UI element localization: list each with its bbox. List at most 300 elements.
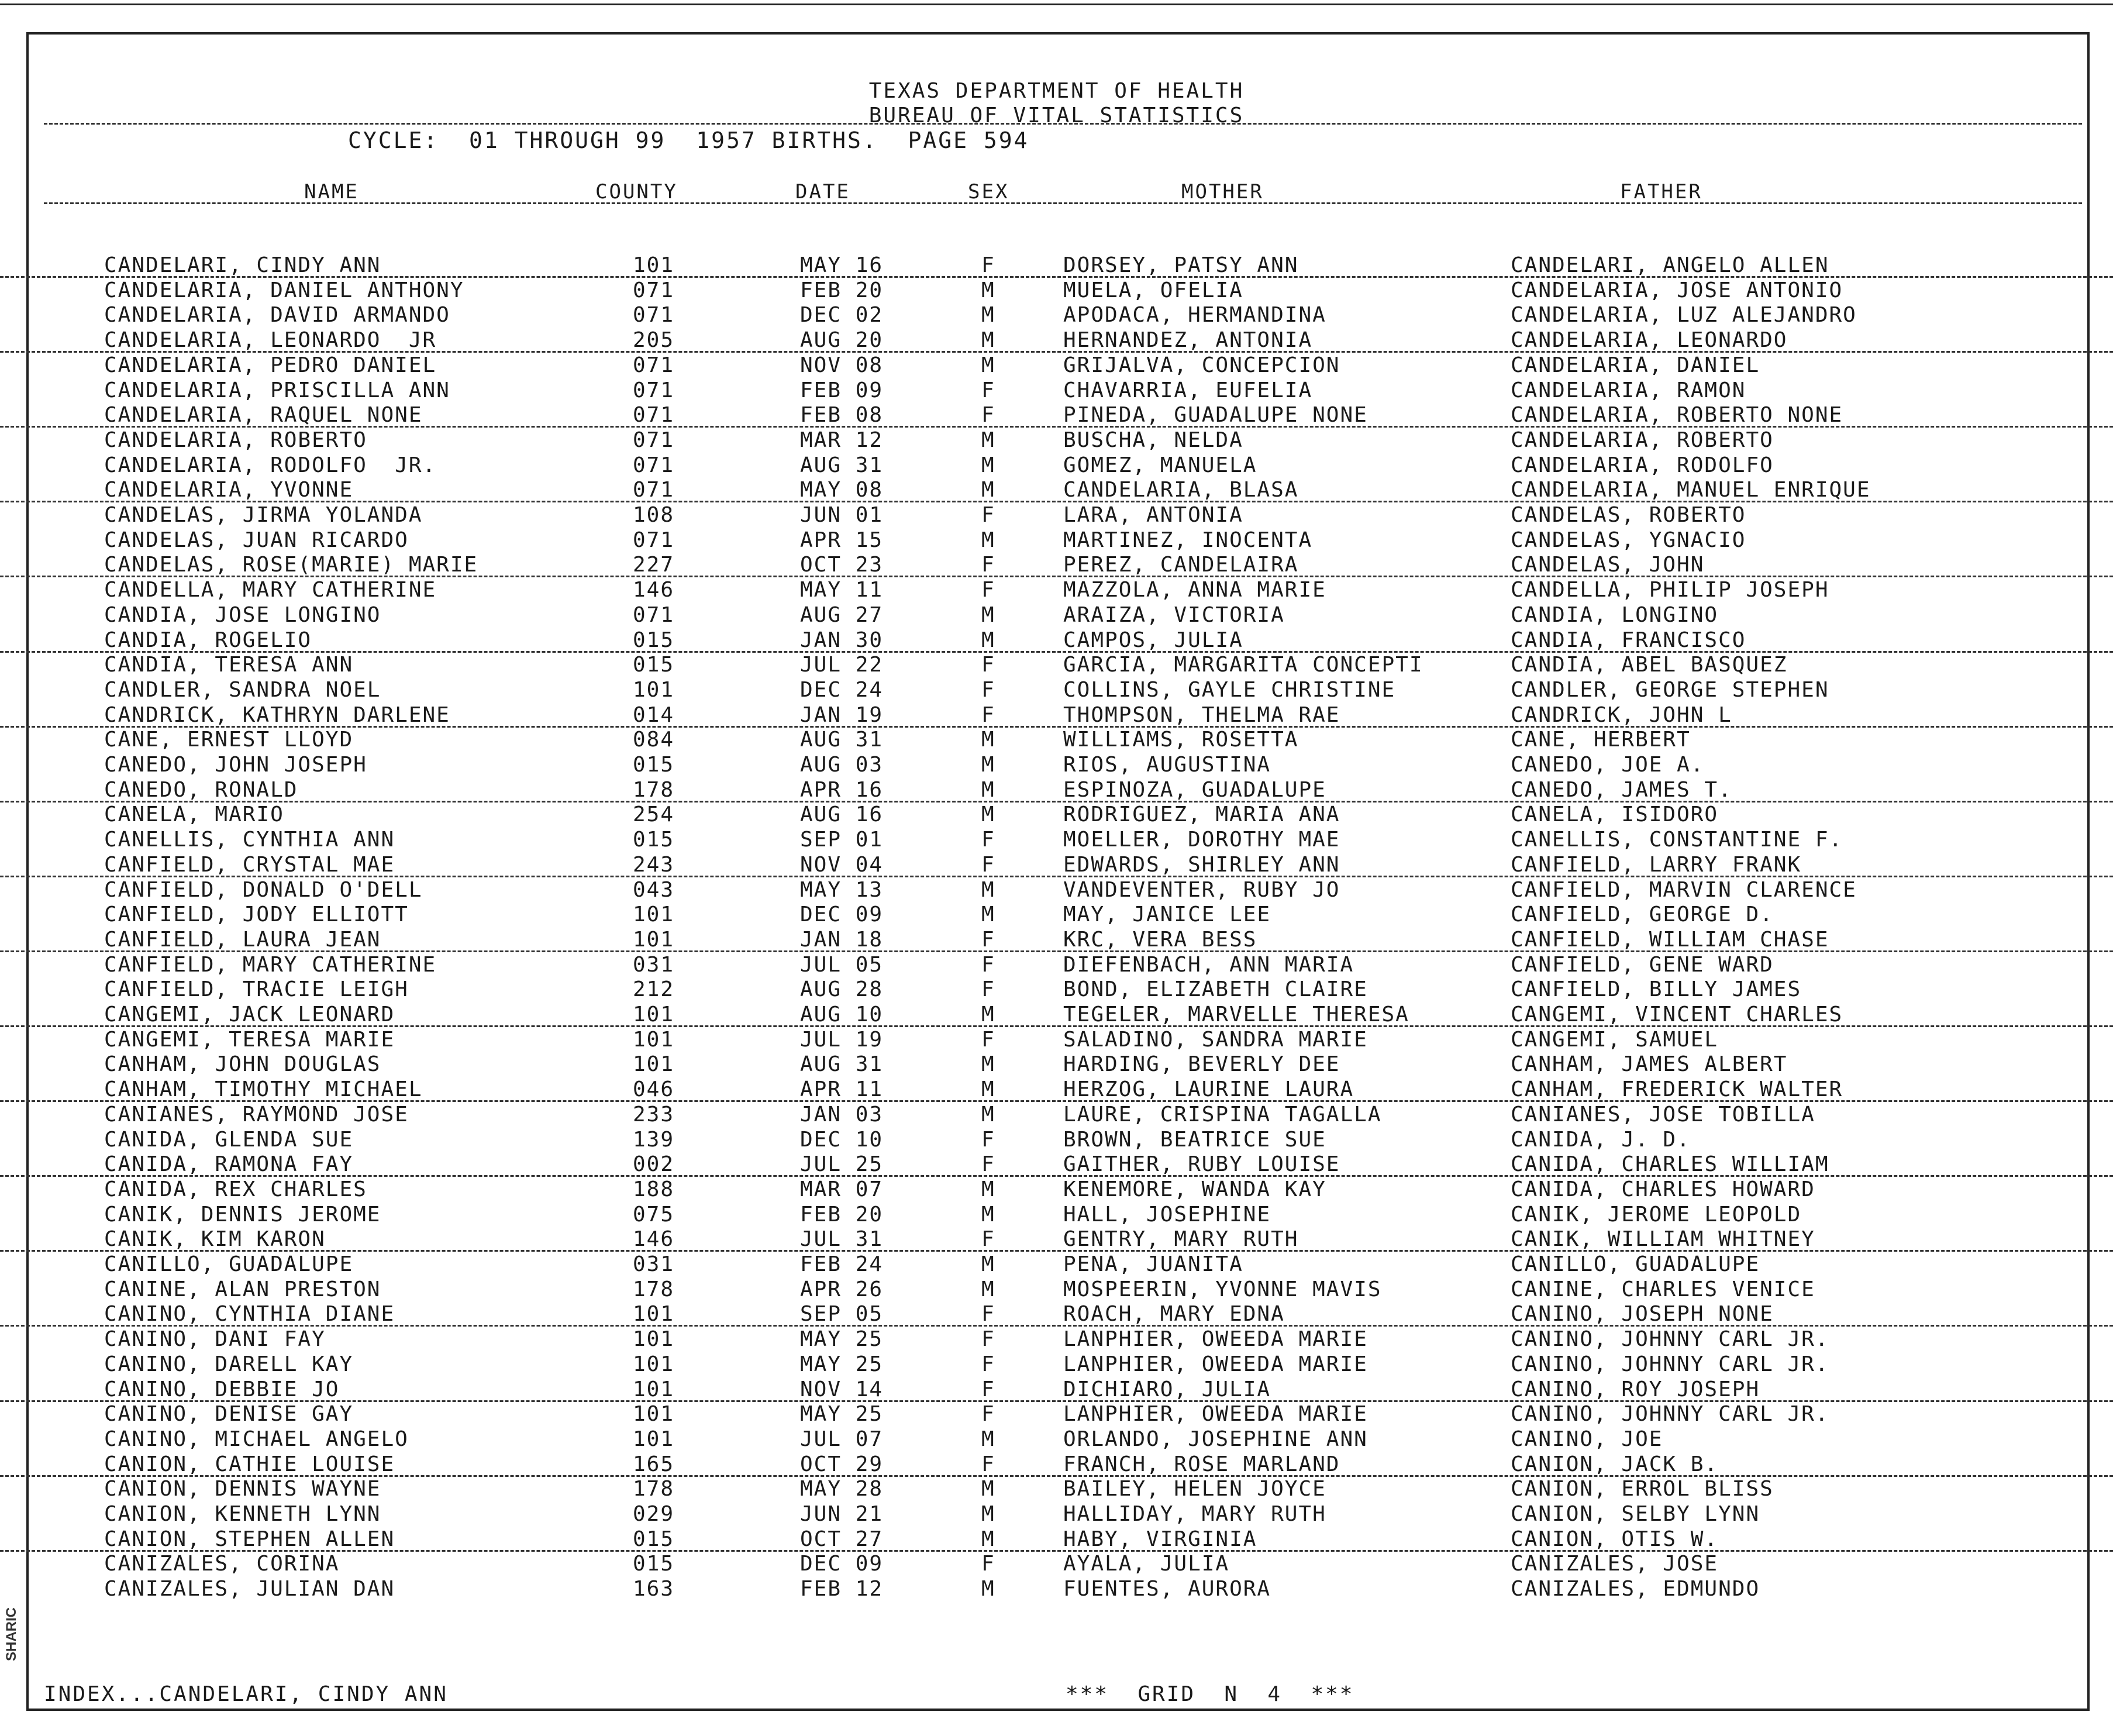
record-date: JUN 01 <box>800 503 884 527</box>
record-sex: M <box>981 903 995 927</box>
record-row <box>0 827 2113 852</box>
record-mother: WILLIAMS, ROSETTA <box>1063 728 1299 752</box>
record-name: CANELLIS, CYNTHIA ANN <box>104 828 395 852</box>
record-sex: M <box>981 1252 995 1276</box>
record-name: CANILLO, GUADALUPE <box>104 1252 354 1276</box>
record-sex: F <box>981 378 995 402</box>
record-county: 101 <box>633 1052 675 1077</box>
record-county: 146 <box>633 1227 675 1252</box>
record-father: CANILLO, GUADALUPE <box>1511 1252 1760 1276</box>
record-mother: CANDELARIA, BLASA <box>1063 478 1299 502</box>
record-father: CANINO, JOSEPH NONE <box>1511 1302 1774 1327</box>
record-county: 046 <box>633 1077 675 1102</box>
record-sex: M <box>981 428 995 452</box>
record-father: CANION, SELBY LYNN <box>1511 1502 1760 1526</box>
record-mother: TEGELER, MARVELLE THERESA <box>1063 1003 1409 1027</box>
record-date: MAY 13 <box>800 877 884 902</box>
record-county: 178 <box>633 1277 675 1301</box>
record-county: 227 <box>633 553 675 577</box>
record-name: CANDELARIA, ROBERTO <box>104 428 367 452</box>
record-father: CANFIELD, MARVIN CLARENCE <box>1511 877 1857 902</box>
record-father: CANDELLA, PHILIP JOSEPH <box>1511 578 1829 602</box>
record-row <box>0 1277 2113 1302</box>
record-sex: F <box>981 952 995 977</box>
record-row <box>0 902 2113 927</box>
record-sex: F <box>981 653 995 677</box>
record-sex: M <box>981 1527 995 1551</box>
record-sex: F <box>981 253 995 277</box>
record-name: CANEDO, RONALD <box>104 777 298 802</box>
record-sex: F <box>981 1227 995 1252</box>
record-row <box>0 528 2113 553</box>
record-row <box>0 453 2113 478</box>
record-father: CANHAM, FREDERICK WALTER <box>1511 1077 1843 1102</box>
record-sex: M <box>981 353 995 377</box>
column-header-name: NAME <box>304 180 359 204</box>
record-father: CANIZALES, EDMUNDO <box>1511 1577 1760 1601</box>
record-row <box>0 1551 2113 1576</box>
record-county: 084 <box>633 728 675 752</box>
record-row <box>0 402 2113 428</box>
record-mother: GARCIA, MARGARITA CONCEPTI <box>1063 653 1423 677</box>
record-county: 165 <box>633 1452 675 1476</box>
record-sex: F <box>981 1377 995 1401</box>
record-father: CANINE, CHARLES VENICE <box>1511 1277 1815 1301</box>
record-date: AUG 27 <box>800 602 884 627</box>
record-mother: FUENTES, AURORA <box>1063 1577 1271 1601</box>
record-date: FEB 20 <box>800 1202 884 1227</box>
record-name: CANIZALES, JULIAN DAN <box>104 1577 395 1601</box>
record-county: 163 <box>633 1577 675 1601</box>
record-name: CANDELARIA, RODOLFO JR. <box>104 453 437 477</box>
record-date: AUG 31 <box>800 453 884 477</box>
record-row <box>0 852 2113 877</box>
record-father: CANFIELD, BILLY JAMES <box>1511 977 1802 1002</box>
record-date: JAN 03 <box>800 1102 884 1127</box>
record-father: CANDELARIA, JOSE ANTONIO <box>1511 278 1843 302</box>
record-date: DEC 09 <box>800 903 884 927</box>
record-date: OCT 27 <box>800 1527 884 1551</box>
record-date: MAY 25 <box>800 1327 884 1352</box>
record-county: 101 <box>633 1027 675 1052</box>
record-county: 178 <box>633 1477 675 1501</box>
record-sex: F <box>981 852 995 877</box>
record-row <box>0 378 2113 403</box>
record-sex: F <box>981 1452 995 1476</box>
record-mother: KRC, VERA BESS <box>1063 927 1257 952</box>
record-date: AUG 16 <box>800 802 884 827</box>
record-date: SEP 01 <box>800 828 884 852</box>
record-father: CANINO, JOHNNY CARL JR. <box>1511 1402 1829 1427</box>
record-row <box>0 702 2113 728</box>
record-father: CANIK, WILLIAM WHITNEY <box>1511 1227 1815 1252</box>
record-mother: HALL, JOSEPHINE <box>1063 1202 1271 1227</box>
record-father: CANDLER, GEORGE STEPHEN <box>1511 677 1829 702</box>
record-date: AUG 20 <box>800 328 884 353</box>
record-date: JUL 31 <box>800 1227 884 1252</box>
record-county: 071 <box>633 478 675 502</box>
record-row <box>0 328 2113 353</box>
record-mother: BUSCHA, NELDA <box>1063 428 1243 452</box>
record-sex: M <box>981 303 995 328</box>
record-name: CANINE, ALAN PRESTON <box>104 1277 381 1301</box>
record-sex: F <box>981 403 995 428</box>
record-mother: LAURE, CRISPINA TAGALLA <box>1063 1102 1382 1127</box>
record-county: 071 <box>633 528 675 552</box>
record-county: 101 <box>633 927 675 952</box>
record-name: CANIZALES, CORINA <box>104 1552 340 1576</box>
record-sex: M <box>981 1077 995 1102</box>
record-county: 002 <box>633 1152 675 1177</box>
record-county: 031 <box>633 1252 675 1276</box>
record-row <box>0 1452 2113 1477</box>
record-date: FEB 08 <box>800 403 884 428</box>
record-father: CANEDO, JAMES T. <box>1511 777 1732 802</box>
record-row <box>0 652 2113 677</box>
record-date: SEP 05 <box>800 1302 884 1327</box>
record-sex: M <box>981 1052 995 1077</box>
record-sex: F <box>981 927 995 952</box>
record-mother: MOSPEERIN, YVONNE MAVIS <box>1063 1277 1382 1301</box>
record-row <box>0 1027 2113 1052</box>
record-sex: M <box>981 1502 995 1526</box>
record-row <box>0 552 2113 577</box>
record-name: CANION, STEPHEN ALLEN <box>104 1527 395 1551</box>
record-mother: HALLIDAY, MARY RUTH <box>1063 1502 1326 1526</box>
record-mother: APODACA, HERMANDINA <box>1063 303 1326 328</box>
record-sex: M <box>981 877 995 902</box>
record-county: 101 <box>633 677 675 702</box>
record-mother: COLLINS, GAYLE CHRISTINE <box>1063 677 1396 702</box>
record-date: JUL 19 <box>800 1027 884 1052</box>
record-name: CANFIELD, MARY CATHERINE <box>104 952 437 977</box>
record-name: CANINO, CYNTHIA DIANE <box>104 1302 395 1327</box>
record-mother: PEREZ, CANDELAIRA <box>1063 553 1299 577</box>
record-county: 233 <box>633 1102 675 1127</box>
record-date: FEB 09 <box>800 378 884 402</box>
record-row <box>0 1327 2113 1352</box>
record-date: AUG 28 <box>800 977 884 1002</box>
record-sex: M <box>981 328 995 353</box>
record-county: 101 <box>633 1402 675 1427</box>
record-mother: CAMPOS, JULIA <box>1063 628 1243 652</box>
record-row <box>0 628 2113 653</box>
header-rule <box>44 123 2082 125</box>
record-father: CANFIELD, LARRY FRANK <box>1511 852 1802 877</box>
column-header-sex: SEX <box>968 180 1009 204</box>
record-date: MAY 16 <box>800 253 884 277</box>
record-row <box>0 777 2113 802</box>
record-name: CANIDA, REX CHARLES <box>104 1177 367 1201</box>
record-name: CANINO, DEBBIE JO <box>104 1377 340 1401</box>
record-date: NOV 14 <box>800 1377 884 1401</box>
record-sex: M <box>981 278 995 302</box>
side-label: SHARIC <box>4 1607 19 1661</box>
record-county: 101 <box>633 1377 675 1401</box>
record-sex: M <box>981 1102 995 1127</box>
record-sex: M <box>981 728 995 752</box>
record-father: CANIK, JEROME LEOPOLD <box>1511 1202 1802 1227</box>
record-sex: F <box>981 677 995 702</box>
record-row <box>0 1127 2113 1152</box>
record-father: CANIANES, JOSE TOBILLA <box>1511 1102 1815 1127</box>
record-father: CANGEMI, VINCENT CHARLES <box>1511 1003 1843 1027</box>
record-sex: M <box>981 528 995 552</box>
record-date: JUL 22 <box>800 653 884 677</box>
record-name: CANDELARI, CINDY ANN <box>104 253 381 277</box>
record-row <box>0 602 2113 628</box>
record-date: JUL 07 <box>800 1427 884 1451</box>
record-name: CANDELARIA, DAVID ARMANDO <box>104 303 450 328</box>
record-name: CANFIELD, CRYSTAL MAE <box>104 852 395 877</box>
record-father: CANHAM, JAMES ALBERT <box>1511 1052 1788 1077</box>
record-father: CANIZALES, JOSE <box>1511 1552 1719 1576</box>
record-sex: M <box>981 602 995 627</box>
record-date: NOV 08 <box>800 353 884 377</box>
record-row <box>0 353 2113 378</box>
record-sex: M <box>981 453 995 477</box>
record-father: CANDELARIA, MANUEL ENRIQUE <box>1511 478 1871 502</box>
record-row <box>0 1476 2113 1501</box>
record-father: CANINO, ROY JOSEPH <box>1511 1377 1760 1401</box>
record-mother: SALADINO, SANDRA MARIE <box>1063 1027 1368 1052</box>
record-county: 188 <box>633 1177 675 1201</box>
record-sex: M <box>981 1003 995 1027</box>
record-sex: M <box>981 753 995 777</box>
record-father: CANINO, JOHNNY CARL JR. <box>1511 1327 1829 1352</box>
record-date: DEC 24 <box>800 677 884 702</box>
record-mother: AYALA, JULIA <box>1063 1552 1230 1576</box>
record-county: 015 <box>633 753 675 777</box>
record-mother: THOMPSON, THELMA RAE <box>1063 702 1340 727</box>
record-mother: MAY, JANICE LEE <box>1063 903 1271 927</box>
record-mother: HABY, VIRGINIA <box>1063 1527 1257 1551</box>
record-sex: M <box>981 1427 995 1451</box>
record-row <box>0 1527 2113 1552</box>
record-father: CANDELARIA, RODOLFO <box>1511 453 1774 477</box>
column-header-rule <box>44 202 2082 204</box>
record-county: 075 <box>633 1202 675 1227</box>
record-date: AUG 03 <box>800 753 884 777</box>
record-row <box>0 302 2113 328</box>
record-county: 101 <box>633 1327 675 1352</box>
record-county: 071 <box>633 403 675 428</box>
record-county: 071 <box>633 453 675 477</box>
record-row <box>0 502 2113 528</box>
record-name: CANDIA, ROGELIO <box>104 628 312 652</box>
record-mother: GAITHER, RUBY LOUISE <box>1063 1152 1340 1177</box>
record-father: CANIDA, J. D. <box>1511 1127 1691 1152</box>
record-name: CANFIELD, LAURA JEAN <box>104 927 381 952</box>
record-name: CANDELAS, JIRMA YOLANDA <box>104 503 423 527</box>
column-header-date: DATE <box>795 180 850 204</box>
record-name: CANGEMI, JACK LEONARD <box>104 1003 395 1027</box>
record-name: CANHAM, TIMOTHY MICHAEL <box>104 1077 423 1102</box>
record-name: CANFIELD, DONALD O'DELL <box>104 877 423 902</box>
record-row <box>0 1576 2113 1601</box>
record-date: JAN 30 <box>800 628 884 652</box>
record-name: CANFIELD, TRACIE LEIGH <box>104 977 409 1002</box>
record-row <box>0 802 2113 827</box>
record-county: 108 <box>633 503 675 527</box>
record-county: 015 <box>633 1552 675 1576</box>
record-row <box>0 1002 2113 1027</box>
record-row <box>0 677 2113 702</box>
record-father: CANGEMI, SAMUEL <box>1511 1027 1719 1052</box>
record-mother: DIEFENBACH, ANN MARIA <box>1063 952 1354 977</box>
record-father: CANDELAS, ROBERTO <box>1511 503 1746 527</box>
record-name: CANDELAS, JUAN RICARDO <box>104 528 409 552</box>
record-father: CANDELARIA, DANIEL <box>1511 353 1760 377</box>
record-county: 031 <box>633 952 675 977</box>
record-row <box>0 727 2113 752</box>
record-county: 015 <box>633 1527 675 1551</box>
record-date: JUN 21 <box>800 1502 884 1526</box>
record-sex: M <box>981 478 995 502</box>
record-row <box>0 1252 2113 1277</box>
record-sex: M <box>981 628 995 652</box>
record-mother: HERZOG, LAURINE LAURA <box>1063 1077 1354 1102</box>
record-date: DEC 09 <box>800 1552 884 1576</box>
record-name: CANINO, DANI FAY <box>104 1327 326 1352</box>
record-date: FEB 20 <box>800 278 884 302</box>
record-row <box>0 428 2113 453</box>
record-county: 178 <box>633 777 675 802</box>
record-mother: BROWN, BEATRICE SUE <box>1063 1127 1326 1152</box>
record-father: CANION, OTIS W. <box>1511 1527 1719 1551</box>
record-row <box>0 1427 2113 1452</box>
record-sex: F <box>981 1027 995 1052</box>
record-father: CANFIELD, GENE WARD <box>1511 952 1774 977</box>
record-date: JAN 18 <box>800 927 884 952</box>
record-county: 243 <box>633 852 675 877</box>
record-sex: F <box>981 828 995 852</box>
record-date: MAR 12 <box>800 428 884 452</box>
record-name: CANIDA, RAMONA FAY <box>104 1152 354 1177</box>
record-row <box>0 877 2113 903</box>
record-mother: GENTRY, MARY RUTH <box>1063 1227 1299 1252</box>
record-date: APR 26 <box>800 1277 884 1301</box>
record-mother: ROACH, MARY EDNA <box>1063 1302 1285 1327</box>
record-date: DEC 10 <box>800 1127 884 1152</box>
record-mother: RIOS, AUGUSTINA <box>1063 753 1271 777</box>
record-row <box>0 1401 2113 1427</box>
record-county: 139 <box>633 1127 675 1152</box>
record-name: CANDELARIA, DANIEL ANTHONY <box>104 278 464 302</box>
record-sex: F <box>981 1302 995 1327</box>
record-date: APR 15 <box>800 528 884 552</box>
record-county: 071 <box>633 353 675 377</box>
record-row <box>0 927 2113 952</box>
record-mother: LARA, ANTONIA <box>1063 503 1243 527</box>
record-sex: F <box>981 1552 995 1576</box>
record-county: 071 <box>633 428 675 452</box>
record-father: CANDELAS, YGNACIO <box>1511 528 1746 552</box>
record-mother: DORSEY, PATSY ANN <box>1063 253 1299 277</box>
record-mother: KENEMORE, WANDA KAY <box>1063 1177 1326 1201</box>
column-header-father: FATHER <box>1620 180 1702 204</box>
record-name: CANDELAS, ROSE(MARIE) MARIE <box>104 553 478 577</box>
record-father: CANINO, JOE <box>1511 1427 1663 1451</box>
record-father: CANION, JACK B. <box>1511 1452 1719 1476</box>
record-father: CANDELARIA, RAMON <box>1511 378 1746 402</box>
record-mother: CHAVARRIA, EUFELIA <box>1063 378 1313 402</box>
record-mother: ESPINOZA, GUADALUPE <box>1063 777 1326 802</box>
record-name: CANGEMI, TERESA MARIE <box>104 1027 395 1052</box>
record-row <box>0 1501 2113 1527</box>
record-county: 043 <box>633 877 675 902</box>
record-mother: RODRIGUEZ, MARIA ANA <box>1063 802 1340 827</box>
record-name: CANIK, KIM KARON <box>104 1227 326 1252</box>
record-sex: F <box>981 1152 995 1177</box>
record-row <box>0 952 2113 977</box>
record-sex: F <box>981 1352 995 1376</box>
record-father: CANINO, JOHNNY CARL JR. <box>1511 1352 1829 1376</box>
record-sex: F <box>981 1127 995 1152</box>
record-county: 212 <box>633 977 675 1002</box>
record-date: AUG 31 <box>800 1052 884 1077</box>
column-header-mother: MOTHER <box>1181 180 1264 204</box>
record-row <box>0 253 2113 278</box>
record-date: MAY 25 <box>800 1352 884 1376</box>
record-mother: EDWARDS, SHIRLEY ANN <box>1063 852 1340 877</box>
record-county: 205 <box>633 328 675 353</box>
record-sex: F <box>981 1402 995 1427</box>
record-father: CANDELARIA, LUZ ALEJANDRO <box>1511 303 1857 328</box>
record-name: CANFIELD, JODY ELLIOTT <box>104 903 409 927</box>
record-name: CANION, CATHIE LOUISE <box>104 1452 395 1476</box>
record-father: CANFIELD, WILLIAM CHASE <box>1511 927 1829 952</box>
record-mother: ARAIZA, VICTORIA <box>1063 602 1285 627</box>
record-mother: ORLANDO, JOSEPHINE ANN <box>1063 1427 1368 1451</box>
record-name: CANDELARIA, PEDRO DANIEL <box>104 353 437 377</box>
record-county: 101 <box>633 903 675 927</box>
record-row <box>0 1227 2113 1252</box>
record-mother: GRIJALVA, CONCEPCION <box>1063 353 1340 377</box>
record-sex: F <box>981 977 995 1002</box>
record-row <box>0 1377 2113 1402</box>
record-mother: HERNANDEZ, ANTONIA <box>1063 328 1313 353</box>
record-row <box>0 977 2113 1002</box>
record-date: AUG 10 <box>800 1003 884 1027</box>
record-date: DEC 02 <box>800 303 884 328</box>
record-father: CANIDA, CHARLES HOWARD <box>1511 1177 1815 1201</box>
record-mother: PINEDA, GUADALUPE NONE <box>1063 403 1368 428</box>
record-row <box>0 1301 2113 1327</box>
record-county: 101 <box>633 1003 675 1027</box>
record-name: CANINO, DARELL KAY <box>104 1352 354 1376</box>
record-date: MAY 28 <box>800 1477 884 1501</box>
record-sex: M <box>981 1202 995 1227</box>
record-father: CANDELAS, JOHN <box>1511 553 1705 577</box>
record-father: CANDIA, FRANCISCO <box>1511 628 1746 652</box>
record-name: CANDELARIA, YVONNE <box>104 478 354 502</box>
record-name: CANDIA, TERESA ANN <box>104 653 354 677</box>
record-mother: BAILEY, HELEN JOYCE <box>1063 1477 1326 1501</box>
record-sex: M <box>981 1277 995 1301</box>
record-county: 101 <box>633 1427 675 1451</box>
record-father: CANDELARIA, LEONARDO <box>1511 328 1788 353</box>
record-date: FEB 24 <box>800 1252 884 1276</box>
record-county: 101 <box>633 1352 675 1376</box>
record-county: 015 <box>633 628 675 652</box>
record-mother: DICHIARO, JULIA <box>1063 1377 1271 1401</box>
record-row <box>0 1102 2113 1127</box>
record-date: FEB 12 <box>800 1577 884 1601</box>
record-date: OCT 23 <box>800 553 884 577</box>
record-mother: LANPHIER, OWEEDA MARIE <box>1063 1352 1368 1376</box>
record-father: CANDELARIA, ROBERTO NONE <box>1511 403 1843 428</box>
